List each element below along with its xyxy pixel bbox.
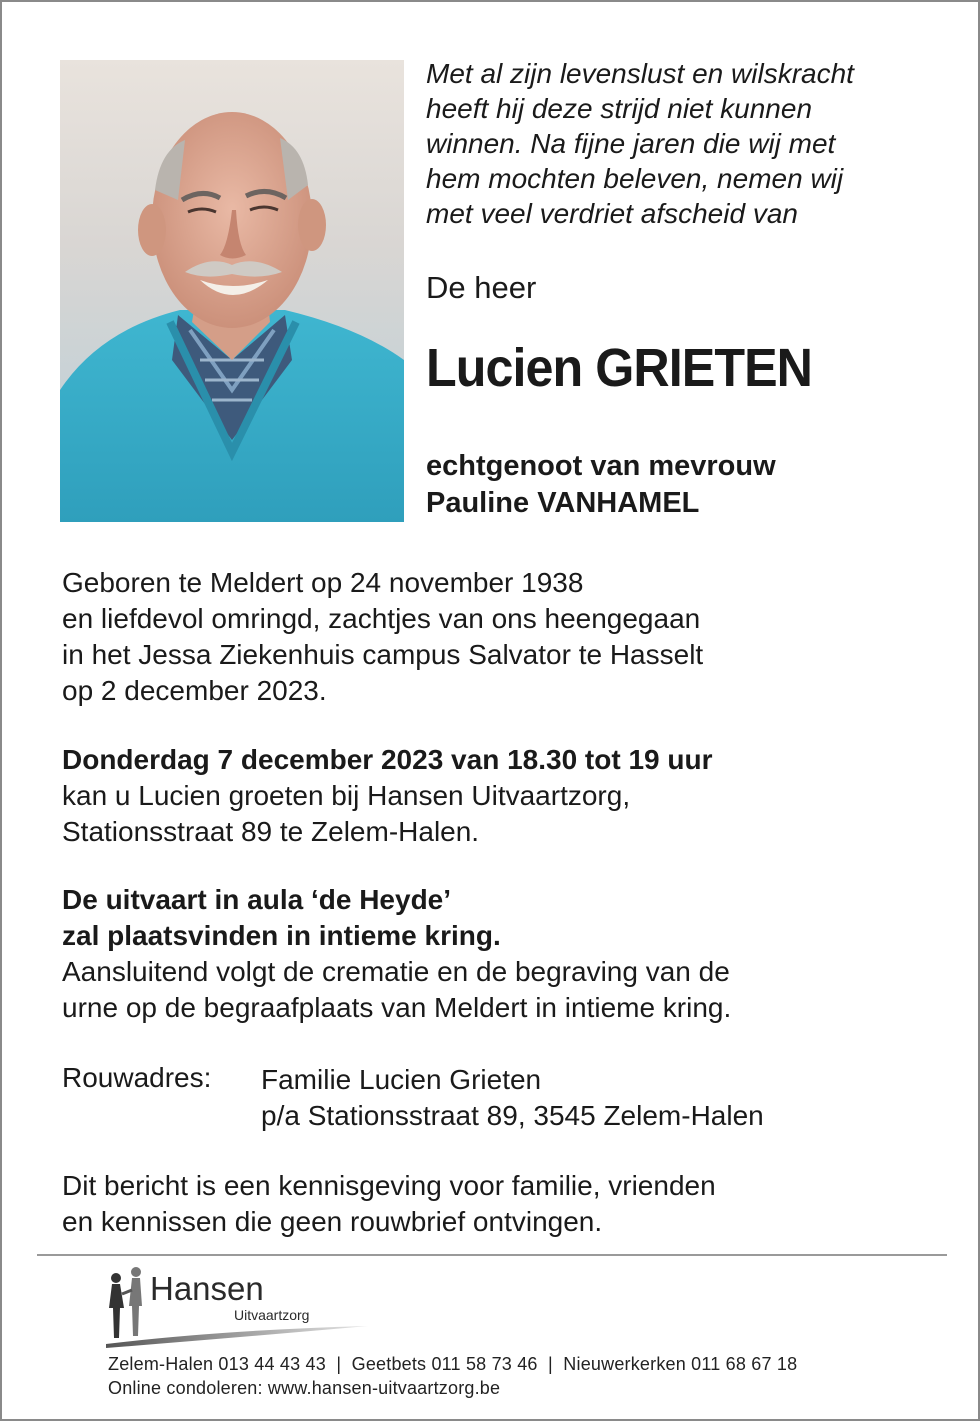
intro-line: winnen. Na fijne jaren die wij met bbox=[426, 128, 836, 159]
portrait-photo bbox=[60, 60, 404, 522]
notice-line: Dit bericht is een kennisgeving voor familie, vrienden bbox=[62, 1170, 716, 1201]
funeral-text bbox=[62, 882, 731, 1026]
funeral-heading-line: De uitvaart in aula ‘de Heyde’ bbox=[62, 884, 452, 915]
logo-subtitle: Uitvaartzorg bbox=[234, 1307, 310, 1323]
contact-info bbox=[108, 1352, 797, 1400]
birth-line: in het Jessa Ziekenhuis campus Salvator te Hasselt bbox=[62, 639, 704, 670]
address-line: Familie Lucien Grieten bbox=[261, 1064, 542, 1095]
spouse-line: echtgenoot van mevrouw bbox=[426, 450, 776, 482]
address-label: Rouwadres: bbox=[62, 1062, 212, 1093]
address-line: p/a Stationsstraat 89, 3545 Zelem-Halen bbox=[261, 1100, 764, 1131]
intro-line: met veel verdriet afscheid van bbox=[426, 198, 798, 229]
visitation-line: kan u Lucien groeten bij Hansen Uitvaartzorg, bbox=[62, 780, 631, 811]
birth-line: op 2 december 2023. bbox=[62, 675, 327, 706]
title-prefix: De heer bbox=[426, 270, 537, 305]
intro-line: heeft hij deze strijd niet kunnen bbox=[426, 93, 813, 124]
birth-line: Geboren te Meldert op 24 november 1938 bbox=[62, 567, 584, 598]
spouse-line: Pauline VANHAMEL bbox=[426, 487, 700, 519]
funeral-heading-line: zal plaatsvinden in intieme kring. bbox=[62, 920, 501, 951]
funeral-line: Aansluitend volgt de crematie en de begraving van de bbox=[62, 956, 730, 987]
funeral-line: urne op de begraafplaats van Meldert in intieme kring. bbox=[62, 992, 732, 1023]
spouse-text bbox=[426, 448, 776, 522]
visitation-text bbox=[62, 742, 712, 850]
visitation-line: Stationsstraat 89 te Zelem-Halen. bbox=[62, 816, 480, 847]
visitation-heading: Donderdag 7 december 2023 van 18.30 tot 19 uur bbox=[62, 744, 713, 775]
intro-line: Met al zijn levenslust en wilskracht bbox=[426, 58, 854, 89]
contact-phones: Zelem-Halen 013 44 43 43 | Geetbets 011 58 73 46 | Nieuwerkerken 011 68 67 18 bbox=[108, 1354, 798, 1374]
notice-line: en kennissen die geen rouwbrief ontvingen. bbox=[62, 1206, 603, 1237]
birth-death-text bbox=[62, 565, 703, 709]
intro-text bbox=[426, 56, 946, 231]
intro-line: hem mochten beleven, nemen wij bbox=[426, 163, 844, 194]
notice-text bbox=[62, 1168, 716, 1240]
contact-website[interactable]: Online condoleren: www.hansen-uitvaartzorg.be bbox=[108, 1378, 501, 1398]
logo-name: Hansen bbox=[150, 1270, 264, 1307]
deceased-name: Lucien GRIETEN bbox=[426, 338, 812, 398]
address-lines bbox=[261, 1062, 764, 1134]
divider bbox=[37, 1254, 947, 1256]
birth-line: en liefdevol omringd, zachtjes van ons heengegaan bbox=[62, 603, 701, 634]
portrait-illustration bbox=[60, 60, 404, 522]
